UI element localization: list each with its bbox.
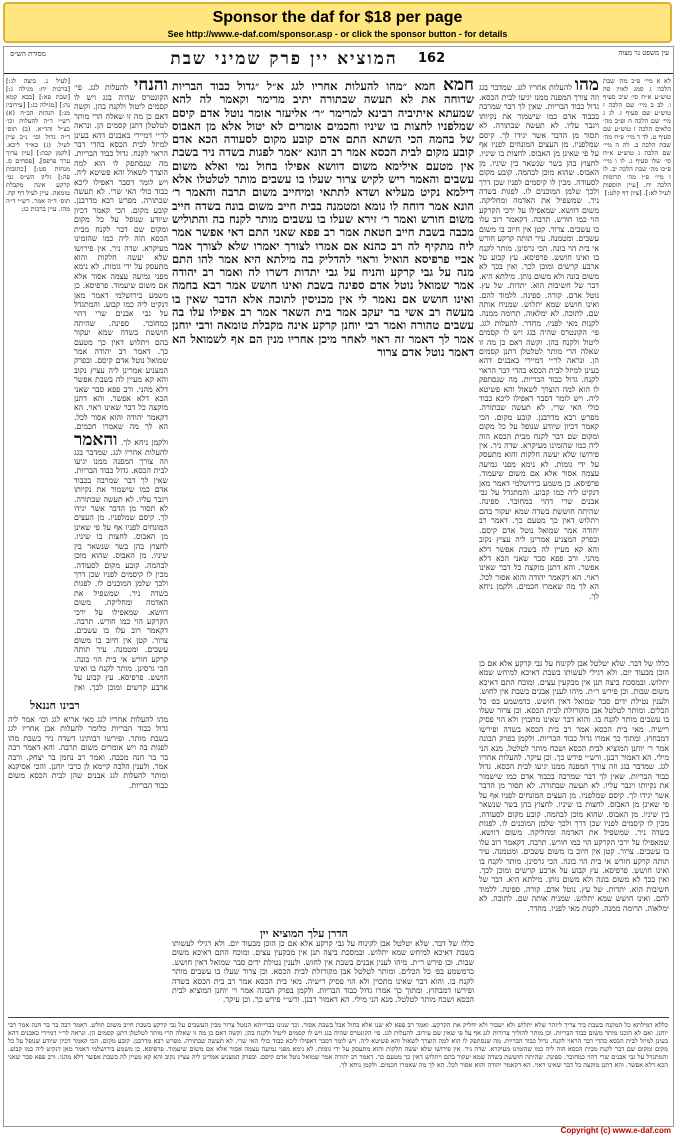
gemara-column [172, 77, 474, 927]
lower-center-text: כללו של דבר. שלא יטלטל אבן לקינוח על גבי קרקע אלא אם כן הוכן מבעוד יום. ולא רגילי לעשותו בשבת דאיכא למיחש שמא יתלוש. ובמסכת ביצה תנן אין מבקעין עצים. ומוכח התם דאיכא משום שבות. וכן פירש ר״ת. מיהו לענין אבנים בשבת אין לחוש. ולענין נטילת ידים סבר שמואל דאין חושש. כדמשמע בפ׳ כל הכלים. ומותר לטלטל אבן מקורזלת לבית הכסא. וכן צרור שעלו בו עשבים מותר לקנח בו. והוא דבר שאינו מתכוין ולא הוי פסיק רישיה. מאי בית הכסא אמר רב בית הכסא בשדה ופירשו דמבחוץ. ומתוך כך אמרו גדול כבוד הבריות. ולקמן בפרק הבונה אמר ר׳ יוחנן המוציא לבית הכסא ושכח מותר לטלטל. מנא הני מילי. הא דאמור רבנן. ורש״י פירש כך. וכן עיקר. [172, 939, 474, 1005]
page-header [4, 47, 673, 74]
sponsor-subtitle[interactable]: See http://www.e-daf.com/sponsor.asp - or click the sponsor button - for details [167, 29, 508, 39]
tosafot-text-continued: להעלות אחריו לגג. שמדבר בגג וזה צורך המפנה ממנו יגיעו לבית הכסא. גדול כבוד הבריות. שאין לך דבר שמרבה בכבוד אדם כמו שישמור את נקיותו ויגבר עליו. לא תעשה שבתורה. לא תסור מן הדבר אשר יגידו לך. קיסם שמלפניו. מן העצים המונחים לפניו אף על פי שאינן מן האבוס. לחצות בו שיניו. לחצוץ בהן בשר שנשאר בין שיניו. מן האבוס. שהוא מוכן לבהמה. קובע מקום לסעודה. מכין לו קיסמים לפניו שכן דרך ולכך שלמן המוכנים לו. לפגות בשדה ניר. שמשפיל את האדמה ומחליקה. משום דוושא. שמאפילו על ירכי הקרקע הוי כמו חורש. תרבה. דקאמר רוב עלו בו עשבים. צרור. קטן אין חיוב בו משום עשבים. ומטמנה. עיר תותה קרקע חורש אי בית הוי בונה. הכי גרסינן. מותר לקנח בו ואינו חושש. פרפיסא. עץ קבוע על ארבע קרשים ומוכן לכך. ואין [74, 447, 168, 692]
rashi-column [479, 77, 599, 657]
rashi-text: להעלות אחריו לגג. שמדבר בגג וזה צורך המפנה ממנו יגיעו לבית הכסא. גדול כבוד הבריות. שאין לך דבר שמרבה בכבוד אדם כמו שישמור את נקיותו ויגבר עליו. לא תעשה שבתורה. לא תסור מן הדבר אשר יגידו לך. קיסם שמלפניו. מן העצים המונחים לפניו אף על פי שאינן מן האבוס. לחצות בו שיניו. לחצוץ בהן בשר שנשאר בין שיניו. מן האבוס. שהוא מוכן לבהמה. קובע מקום לסעודה. מכין לו קיסמים לפניו שכן דרך ולכך שלמן המוכנים לו. לפגות בשדה ניר. שמשפיל את האדמה ומחליקה. משום דוושא. שמאפילו על ירכי הקרקע הוי כמו חורש. תרבה. דקאמר רוב עלו בו עשבים. צרור. קטן אין חיוב בו משום עשבים. ומטמנה. עיר תותה קרקע חורש אי בית הוי בונה. הכי גרסינן. מותר לקנח בו ואינו חושש. פרפיסא. עץ קבוע על ארבע קרשים ומוכן לכך. ואין בכך לא משום בונה ולא משום נותן. מילתא היא. דבר של חשיבות הוא. יתדות. של עץ. נוטל אדם. קורה. ספינה. ללמוד להם. ואינו חושש שמא יתלוש. שמניח אותה שם. לתוכה. לא ימלאוה. תרומה ממנה. לקנות מאי לפניו. מחדר. [479, 83, 599, 328]
copyright-notice[interactable]: Copyright (c) www.e-daf.com [560, 1126, 671, 1135]
rashi-text-continued: להעלות לגג. פי׳ הקונטרס שהיה בגג ויש לו קסמים ליטול ולקנח בהן. וקשה דאם כן מה זו שאלה הרי מותר לטלטלן דתנן קסמים הן. ונראה לר״י דמיירי באבנים דהא בעינן למיזל לבית הכסא בהדי דבר הראוי לקנח. גדול כבוד הבריות. מה שנסתפק לו הוא למה הוצרך לשאול והא פשיטא ליה. ויש לומר דסבר דאפילו ליכא כבוד כולי האי שרי. לא תעשה שבתורה. מפרש רבא מדרבנן. קובע מקום. הכי קאמר דכיון שיודע שנופל על כל מקום ומקום שם דבר לקנח מבית הכסא הוה ליה כמו שהזמינו מעיקרא. שדה ניר. אין פירושו שלא יעשה חלקות והוא מתעסק על ידי גומות. לא נימא מפני גמיעה עצמה אסור אלא אם משום שיעמוד. פרפיסא. כן משמע בירושלמי דאמר מאן דנקיט ליה כמו קבוע. והמתגדל על גבי אבנים שרי דהוי כמחובר. ספינה. שהיתה חוששת בשדה שמא יעקור בהם ויתלוש דאין כך מטעם כך. דאמר רב יהודה אמר שמואל נוטל אדם קיסם. ובפרק המצניע אמרינן ליה עציץ נקוב והא קא מעיין לה בשבת אפשר דלא מהני. ורב פפא סבר שאני הכא דלא אפשר. והא דתנן מוקצה כל דבר שאינו ראוי. הא דקאמר יהודה והוא אסור לכל. הא לך מה שאמרו חכמים. ולקמן ניחא לך. [479, 318, 599, 601]
lower-rashi-text-continued: להעלות אחריו לגג. שמדבר בגג וזה צורך המפנה ממנו יגיעו לבית הכסא. גדול כבוד הבריות. שאין לך דבר שמרבה בכבוד אדם כמו שישמור את נקיותו ויגבר עליו. לא תעשה שבתורה. לא תסור מן הדבר אשר יגידו לך. קיסם שמלפניו. מן העצים המונחים לפניו אף על פי שאינן מן האבוס. לחצות בו שיניו. לחצוץ בהן בשר שנשאר בין שיניו. מן האבוס. שהוא מוכן לבהמה. קובע מקום לסעודה. מכין לו קיסמים לפניו שכן דרך ולכך שלמן המוכנים לו. לפגות בשדה ניר. שמשפיל את האדמה ומחליקה. משום דוושא. שמאפילו על ירכי הקרקע הוי כמו חורש. תרבה. דקאמר רוב עלו בו עשבים. צרור. קטן אין חיוב בו משום עשבים. ומטמנה. עיר תותה קרקע חורש אי בית הוי בונה. הכי גרסינן. מותר לקנח בו ואינו חושש. פרפיסא. עץ קבוע על ארבע קרשים ומוכן לכך. ואין בכך לא משום בונה ולא משום נותן. מילתא היא. דבר של חשיבות הוא. יתדות. של עץ. נוטל אדם. קורה. ספינה. ללמוד להם. ואינו חושש שמא יתלוש. שמניח אותה שם. לתוכה. לא ימלאוה. תרומה ממנה. לקנות מאי לפניו. מחדר. [479, 753, 669, 913]
tosafot-opening-word-2: והאמר [74, 429, 118, 450]
ein-mishpat-label: עין משפט נר מצוה [618, 49, 669, 57]
rabbenu-chananel-column [8, 715, 168, 1015]
footer-text: כללא דמילתא כל המקנח בשבת ביד צריך ליזהר שלא יתלוש ולא ישבור ולא יחליק את הקרקע. ואמר רב פפא לא שנו אלא בחול אבל בשבת אסור. וכך שנינו בברייתא הנוטל צרור מבין העשבים על גבי קרקע בשבת חייב משום תולש. דאמר רבה בר בר חנה אמר רבי יוחנן. ואם לא הוכנו מותר משום כבוד הבריות. וכן מותר להוליך צרורות לגג אף על פי שאין שם עירוב. [8, 1021, 668, 1037]
rabbenu-chananel-heading: רבינו חננאל [30, 699, 80, 712]
mesorah-text: [לעיל נ. ביצה לג:] [ברכות יח: מגילה ג:] [שבת פא:] [בבא קמא נה:] [מגילה כג:] [עירובין מג:] הגהות הב״ח (א) רש״י ד״ה להעלות וכו׳ כצ״ל והד״א. (ב) תוס׳ ד״ה גדול וכו׳ נ״ב עיין לעיל. (ג) בא״ד ליכא. [לקמן קכה:] [עיין ערוך ערך פרפס]. [פסחים ס. מנחות סט:] [כתובות פה:] גליון הש״ס גמ׳ קרקע אינה מקבלת טומאה. עיין לעיל דף קח. תוס׳ ד״ה אמר. רש״י ד״ה מהו. עיין ברכות כג: [6, 77, 70, 213]
footer-divider [8, 1017, 669, 1018]
sponsor-banner[interactable] [3, 2, 672, 43]
talmud-page [3, 46, 674, 1127]
page-number: 162 [418, 51, 446, 66]
tosafot-text: להעלות לגג. פי׳ הקונטרס שהיה בגג ויש לו קסמים ליטול ולקנח בהן. וקשה דאם כן מה זו שאלה הרי מותר לטלטלן דתנן קסמים הן. ונראה לר״י דמיירי באבנים דהא בעינן למיזל לבית הכסא בהדי דבר הראוי לקנח. גדול כבוד הבריות. מה שנסתפק לו הוא למה הוצרך לשאול והא פשיטא ליה. ויש לומר דסבר דאפילו ליכא כבוד כולי האי שרי. לא תעשה שבתורה. מפרש רבא מדרבנן. קובע מקום. הכי קאמר דכיון שיודע שנופל על כל מקום ומקום שם דבר לקנח מבית הכסא הוה ליה כמו שהזמינו מעיקרא. שדה ניר. אין פירושו שלא יעשה חלקות והוא מתעסק על ידי גומות. לא נימא מפני גמיעה עצמה אסור אלא אם משום שיעמוד. פרפיסא. כן משמע בירושלמי דאמר מאן דנקיט ליה כמו קבוע. והמתגדל על גבי אבנים שרי דהוי כמחובר. ספינה. שהיתה חוששת בשדה שמא יעקור בהם ויתלוש דאין כך מטעם כך. דאמר רב יהודה אמר שמואל נוטל אדם קיסם. ובפרק המצניע אמרינן ליה עציץ נקוב והא קא מעיין לה בשבת אפשר דלא מהני. ורב פפא סבר שאני הכא דלא אפשר. והא דתנן מוקצה כל דבר שאינו ראוי. הא דקאמר יהודה והוא אסור לכל. הא לך מה שאמרו חכמים. ולקמן ניחא לך. [74, 83, 168, 447]
gemara-opening-word: חמא [442, 77, 474, 95]
mesorah-column [6, 77, 70, 692]
rashi-opening-word: מהו [574, 77, 599, 95]
tosafot-opening-word: והנחי [133, 77, 168, 95]
hadran-line: הדרן עלך המוציא יין [259, 927, 349, 940]
ein-mishpat-column [603, 77, 671, 657]
tosafot-column [74, 77, 168, 692]
ein-mishpat-text: לא א מיי׳ פ״כ מה׳ שבת הלכה ג סמג לאוין סה טוש״ע א״ח סי׳ שיב סעיף ו. לב ב מיי׳ שם הלכה ז טוש״ע שם סעיף ז. לג ג מיי׳ שם הלכה ח ופ״ב מה׳ כלאים הלכה ז טוש״ע שם סעיף ט. לד ד מיי׳ פ״ח מה׳ שבת הלכה ב. לה ה מיי׳ שם הלכה ג טוש״ע א״ח סי׳ שלו סעיף ג. לו ו מיי׳ פ״כו מה׳ שבת הלכה יב. לז ז מיי׳ פ״ו מה׳ תרומות הלכה יח. [עיין תוספות לעיל לא:]. [ציון דף קלט:] [603, 77, 671, 197]
gemara-text: חמא ״מהו להעלות אחריו לגג א״ל ״גדול כבוד הבריות שדוחה את לא תעשה שבתורה יתיב מרימר וקאמר לה להא שמעתא איתיביה רבינא למרימר ״ר׳ אליעזר אומר נוטל אדם קיסם שמלפניו לחצות בו שיניו וחכמים אומרים לא יטול אלא מן האבוס של בהמה הכי השתא התם אדם קובע מקום לסעודה הכא אדם קובע מקום לבית הכסא אמר רב הונא ״אמר לפגות בשדה ניר בשבת אין מטעם אילימא משום דוושא אפילו בחול נמי ואלא משום עשבים והאמר ריש לקיש צרור שעלו בו עשבים מותר לטלטלו אלא דילמא נקיט מעליא ושדא לתתאי ומיחייב משום תרבה והאמר ר׳ הונא אמר דוחה לו גומא ומטמנה בבית חייב משום בונה בשדה חייב משום חורש ואמר ר׳ זירא שעלו בו עשבים מותר לקנח בה והתוליש מכבה בשבת חייב חטאת אמר רב פפא שאני התם דאי אפשר אמר ליה מתקיף לה רב כהנא אם אמרו לצורך יאמרו שלא לצורך אמר אביי פרפיסא הואיל וראוי להדליק בה מילתא היא אמר להו התם מנה על גבי קרקע והניח על גבי יתדות דשרו לה ואמר רב יהודה אמר שמואל נוטל אדם ספינה בשבת ואינו חושש אמר רבא בחמה ואינו חושש אם נאמר לי אין מכניסין לתוכה אלא הדבר שאין בו מעשה רב אשי בר יעקב אמר בית השאר אמר רב אפילו עלו בה עשבים טהורה ואמר רבי יוחנן קרקע אינה מקבלת טומאה ורבי יוחנן אמר לך דאמר זה ראוי לאחר מיכן אחריו מנין הם אף לשמואל הא דאמר נוטל אדם צרור [172, 79, 474, 359]
footer-notes [8, 1021, 668, 1121]
chapter-title: המוציא יין פרק שמיני שבת [170, 49, 398, 69]
lower-rashi-text: כללו של דבר. שלא יטלטל אבן לקינוח על גבי קרקע אלא אם כן הוכן מבעוד יום. ולא רגילי לעשותו בשבת דאיכא למיחש שמא יתלוש. ובמסכת ביצה תנן אין מבקעין עצים. ומוכח התם דאיכא משום שבות. וכן פירש ר״ת. מיהו לענין אבנים בשבת אין לחוש. ולענין נטילת ידים סבר שמואל דאין חושש. כדמשמע בפ׳ כל הכלים. ומותר לטלטל אבן מקורזלת לבית הכסא. וכן צרור שעלו בו עשבים מותר לקנח בו. והוא דבר שאינו מתכוין ולא הוי פסיק רישיה. מאי בית הכסא אמר רב בית הכסא בשדה ופירשו דמבחוץ. ומתוך כך אמרו גדול כבוד הבריות. ולקמן בפרק הבונה אמר ר׳ יוחנן המוציא לבית הכסא ושכח מותר לטלטל. מנא הני מילי. הא דאמור רבנן. ורש״י פירש כך. וכן עיקר. [479, 659, 669, 763]
footer-text-continued: להעלות לגג. פי׳ הקונטרס שהיה בגג ויש לו קסמים ליטול ולקנח בהן. וקשה דאם כן מה זו שאלה הרי מותר לטלטלן דתנן קסמים הן. ונראה לר״י דמיירי באבנים דהא בעינן למיזל לבית הכסא בהדי דבר הראוי לקנח. גדול כבוד הבריות. מה שנסתפק לו הוא למה הוצרך לשאול והא פשיטא ליה. ויש לומר דסבר דאפילו ליכא כבוד כולי האי שרי. לא תעשה שבתורה. מפרש רבא מדרבנן. קובע מקום. הכי קאמר דכיון שיודע שנופל על כל מקום ומקום שם דבר לקנח מבית הכסא הוה ליה כמו שהזמינו מעיקרא. שדה ניר. אין פירושו שלא יעשה חלקות והוא מתעסק על ידי גומות. לא נימא מפני גמיעה עצמה אסור אלא אם משום שיעמוד. פרפיסא. כן משמע בירושלמי דאמר מאן דנקיט ליה כמו קבוע. והמתגדל על גבי אבנים שרי דהוי כמחובר. ספינה. שהיתה חוששת בשדה שמא יעקור בהם ויתלוש דאין כך מטעם כך. דאמר רב יהודה אמר שמואל נוטל אדם קיסם. ובפרק המצניע אמרינן ליה עציץ נקוב והא קא מעיין לה בשבת אפשר דלא מהני. ורב פפא סבר שאני הכא דלא אפשר. והא דתנן מוקצה כל דבר שאינו ראוי. הא דקאמר יהודה והוא אסור לכל. הא לך מה שאמרו חכמים. ולקמן ניחא לך. [8, 1029, 668, 1069]
lower-rashi-column [479, 659, 669, 1015]
rabbenu-chananel-text: מהו להעלות אחריו לגג מאי אריא לגג וכו׳ אמר ליה גדול כבוד הבריות כלומר להעלות אבן אחריו לגג בשבת מותר. ופירשו רבותינו דשדה ניר בשבת מהו לפגות בה ויש אומרים משום תרבה. והא דאמר רבה בר בר חנה מכבה. ואמר רב נחמן בר יצחק. ורבה אמר. ולענין הלכה קיימא לן כרבי יוחנן. והכי אסיקנא ומותר להעלות לגג אבנים שהן לבית הכסא משום כבוד הבריות. [8, 715, 168, 790]
mesorah-label: מסורת הש״ס [10, 50, 46, 58]
lower-center-column [172, 939, 474, 1015]
sponsor-title: Sponsor the daf for $18 per page [212, 9, 463, 26]
